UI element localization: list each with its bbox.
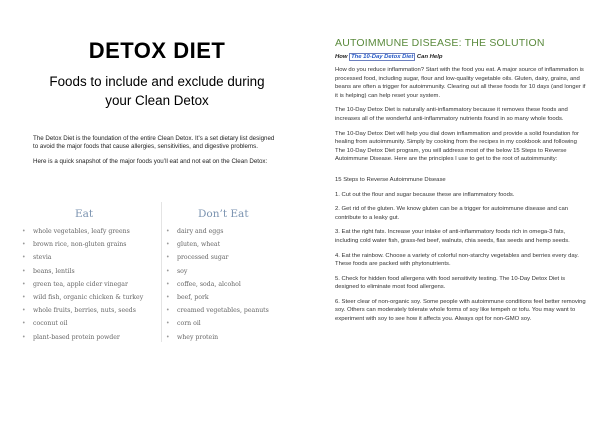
paragraph-anti-inflammatory: The 10-Day Detox Diet is naturally anti-inflammatory because it removes these foods and increases all of the wonderful anti-inflammatory nutrients found in so many whole foods. (335, 107, 568, 122)
bullet-icon: • (22, 333, 26, 341)
eat-item: • brown rice, non-gluten grains (22, 241, 127, 249)
column-divider (161, 202, 162, 342)
bullet-icon: • (22, 228, 26, 235)
subtitle-line-1: Foods to include and exclude during (49, 74, 265, 89)
right-page (335, 37, 587, 330)
subtitle-line-2: your Clean Detox (105, 93, 209, 108)
dont-eat-item: • whey protein (166, 333, 219, 341)
paragraph-foundation: The 10-Day Detox Diet will help you dial down inflammation and provide a solid foundation for healing from autoimmunity. Simply by cooking from the recipes in my cookbook and following The 10-Day Detox Diet program, you will address most of the below 15 Steps to Reverse Autoimmune Disease. Here are the principles I use to get to the root of autoimmunity: (335, 130, 579, 163)
food-list-graphic (20, 200, 280, 345)
bullet-icon: • (166, 320, 170, 328)
snapshot-paragraph: Here is a quick snapshot of the major foods you’ll eat and not eat on the Clean Detox: (33, 157, 268, 165)
bullet-icon: • (166, 241, 170, 249)
bullet-icon: • (166, 254, 170, 262)
section-title: AUTOIMMUNE DISEASE: THE SOLUTION (335, 37, 545, 49)
eat-item: • coconut oil (22, 320, 68, 328)
dont-eat-item: • soy (166, 267, 188, 275)
page-subtitle (33, 72, 281, 110)
paragraph-inflammation: How do you reduce inflammation? Start with the food you eat. A major source of inflammation is processed food, including sugar, flour and low-quality vegetable oils. Gluten, dairy, grains, and beans are often a trigger for autoimmunity. Clearing out all these foods for 10 days (and longer if it is helping) can help reset your system. (335, 67, 586, 99)
bullet-icon: • (166, 228, 170, 235)
dont-eat-item: • dairy and eggs (166, 228, 224, 235)
eat-item: • beans, lentils (22, 267, 75, 275)
eat-item: • stevia (22, 254, 52, 262)
bullet-icon: • (22, 254, 26, 262)
bullet-icon: • (22, 307, 26, 315)
step-1: 1. Cut out the flour and sugar because these are inflammatory foods. (335, 191, 515, 198)
section-subtitle (335, 54, 587, 60)
step-3: 3. Eat the right fats. Increase your intake of anti-inflammatory foods rich in omega-3 fats, including cold water fish, grass-fed beef, walnuts, chia seeds, flax seeds and hemp seeds. (335, 229, 570, 244)
step-4: 4. Eat the rainbow. Choose a variety of colorful non-starchy vegetables and berries every day. These foods are packed with phytonutrients. (335, 252, 579, 268)
step-5: 5. Check for hidden food allergens with food sensitivity testing. The 10-Day Detox Diet is designed to eliminate most food allergens. (335, 275, 566, 291)
step-2: 2. Get rid of the gluten. We know gluten can be a trigger for autoimmune disease and can contribute to a leaky gut. (335, 206, 569, 221)
bullet-icon: • (22, 280, 26, 288)
bullet-icon: • (166, 267, 170, 275)
dont-eat-item: • beef, pork (166, 293, 209, 301)
eat-item: • whole vegetables, leafy greens (22, 228, 130, 235)
eat-list (22, 227, 143, 346)
bullet-icon: • (22, 320, 26, 328)
dont-eat-item: • corn oil (166, 320, 201, 328)
subtitle-prefix: How (335, 54, 350, 60)
dont-eat-list (166, 227, 269, 346)
eat-item: • green tea, apple cider vinegar (22, 280, 128, 288)
eat-header: Eat (75, 208, 94, 220)
step-6: 6. Steer clear of non-organic soy. Some people with autoimmune conditions feel better removing soy. Others can moderately tolerate whole forms of soy like tempeh or tofu. You may want to experiment with soy to see how it affects you. Always opt for non-GMO soy. (335, 298, 586, 323)
bullet-icon: • (22, 293, 26, 301)
dont-eat-item: • creamed vegetables, peanuts (166, 307, 269, 315)
steps-heading: 15 Steps to Reverse Autoimmune Disease (335, 176, 446, 183)
bullet-icon: • (22, 241, 26, 249)
eat-item: • plant-based protein powder (22, 333, 120, 341)
bullet-icon: • (166, 280, 170, 288)
intro-paragraph: The Detox Diet is the foundation of the entire Clean Detox. It’s a set dietary list designed to avoid the major foods that cause allergies, sensitivities, and digestive problems. (33, 135, 275, 151)
bullet-icon: • (166, 307, 170, 315)
bullet-icon: • (166, 333, 170, 341)
dont-eat-item: • gluten, wheat (166, 241, 221, 249)
left-page (33, 38, 281, 172)
page-title: DETOX DIET (88, 38, 226, 63)
bullet-icon: • (166, 293, 170, 301)
bullet-icon: • (22, 267, 26, 275)
detox-diet-link[interactable]: The 10-Day Detox Diet (351, 54, 414, 60)
dont-eat-item: • processed sugar (166, 254, 229, 262)
dont-eat-item: • coffee, soda, alcohol (166, 280, 241, 288)
eat-item: • whole fruits, berries, nuts, seeds (22, 307, 136, 315)
subtitle-suffix: Can Help (415, 54, 443, 60)
eat-item: • wild fish, organic chicken & turkey (22, 293, 144, 301)
dont-eat-header: Don’t Eat (198, 208, 249, 220)
